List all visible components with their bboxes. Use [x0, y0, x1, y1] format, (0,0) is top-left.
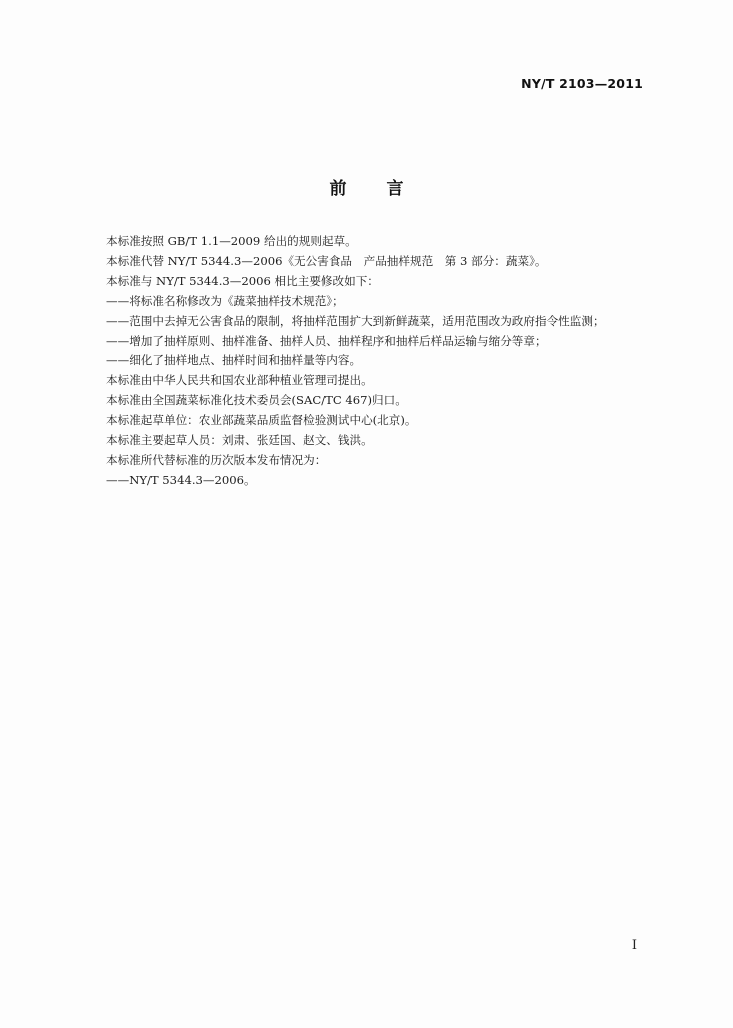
page-title: 前言	[329, 179, 444, 199]
page-number: I	[631, 938, 637, 953]
text-line: ——范围中去掉无公害食品的限制，将抽样范围扩大到新鲜蔬菜，适用范围改为政府指令性监测；	[106, 313, 605, 328]
standard-code: NY/T 2103—2011	[521, 76, 643, 91]
text-line: 本标准与 NY/T 5344.3—2006 相比主要修改如下：	[106, 273, 379, 288]
body-text	[106, 232, 666, 491]
text-line: 本标准起草单位：农业部蔬菜品质监督检验测试中心(北京)。	[106, 413, 417, 428]
text-line: 本标准代替 NY/T 5344.3—2006《无公害食品 产品抽样规范 第 3 部分：蔬菜》。	[106, 253, 547, 268]
text-line: 本标准由中华人民共和国农业部种植业管理司提出。	[106, 373, 373, 388]
text-line: 本标准由全国蔬菜标准化技术委员会(SAC/TC 467)归口。	[106, 393, 407, 408]
text-line: ——细化了抽样地点、抽样时间和抽样量等内容。	[106, 353, 362, 368]
text-line: 本标准主要起草人员：刘肃、张廷国、赵文、钱洪。	[106, 433, 373, 448]
text-line: ——NY/T 5344.3—2006。	[106, 472, 256, 487]
text-line: ——将标准名称修改为《蔬菜抽样技术规范》；	[106, 293, 344, 308]
text-line: 本标准按照 GB/T 1.1—2009 给出的规则起草。	[106, 234, 357, 248]
text-line: ——增加了抽样原则、抽样准备、抽样人员、抽样程序和抽样后样品运输与缩分等章；	[106, 333, 547, 348]
text-line: 本标准所代替标准的历次版本发布情况为：	[106, 452, 327, 467]
